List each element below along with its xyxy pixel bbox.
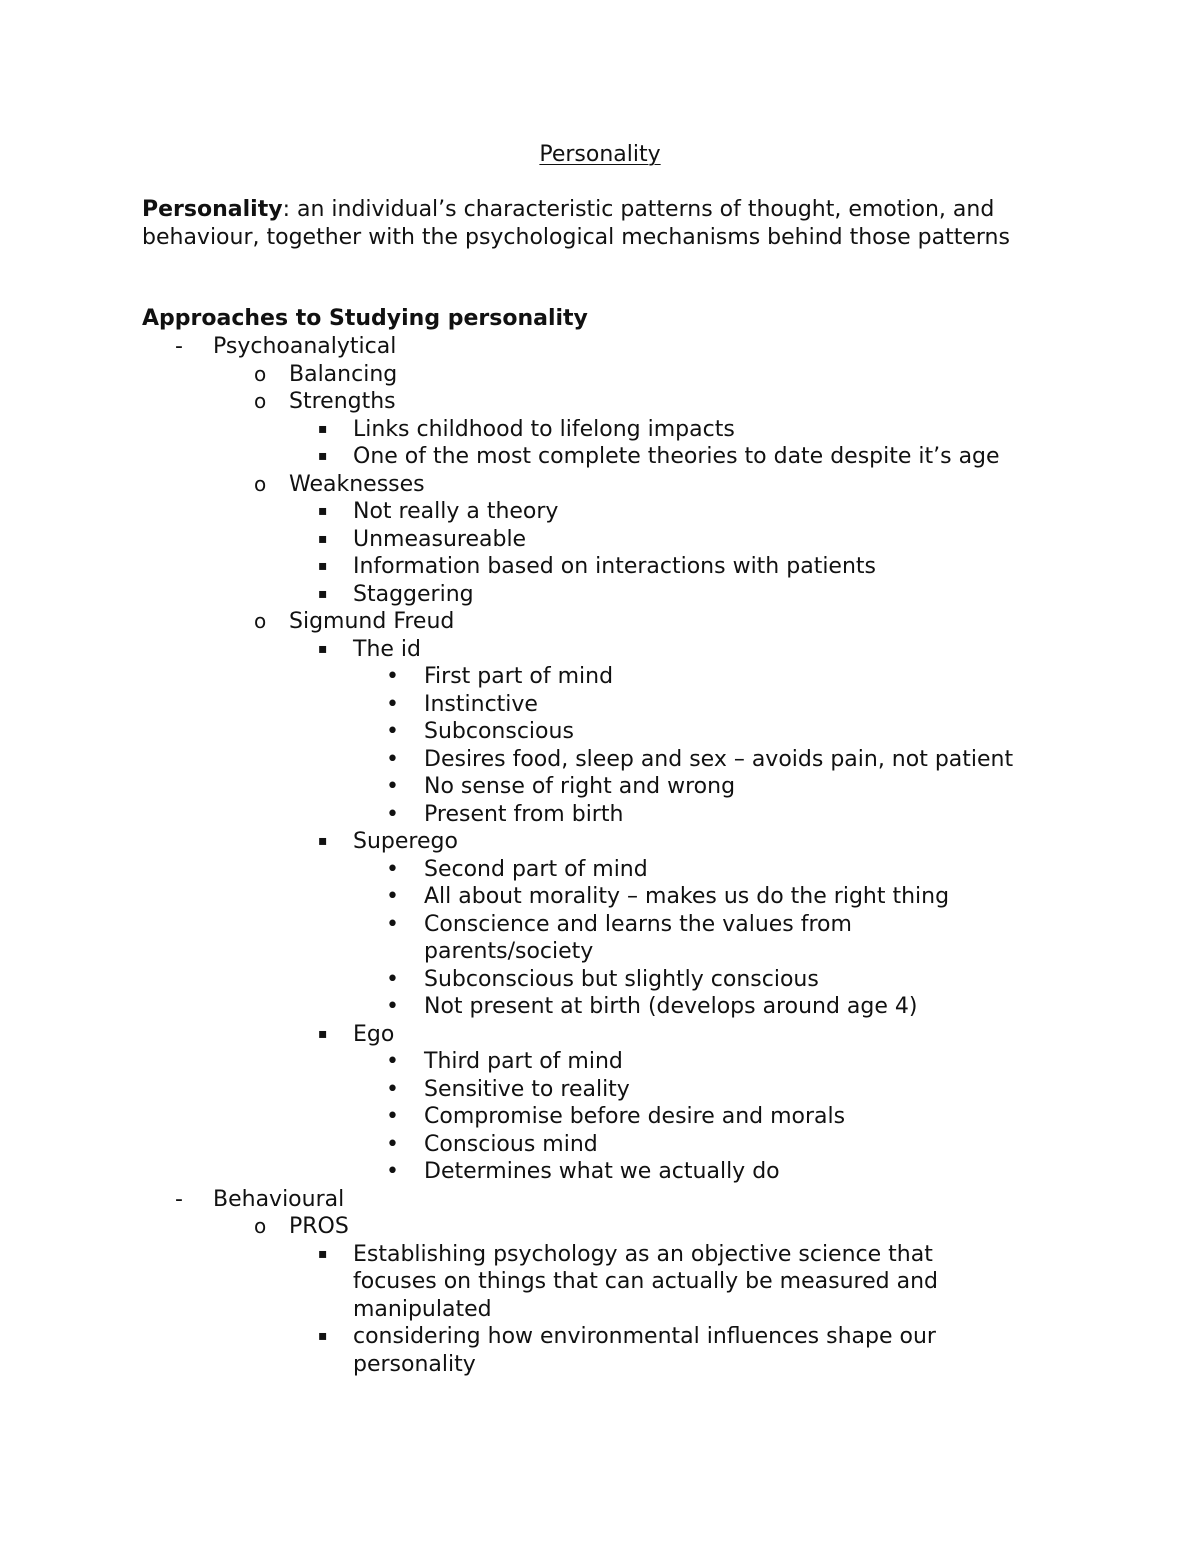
circle-bullet: o [254,1214,267,1238]
definition-paragraph [142,196,1102,251]
outline-item-ego [0,1021,1200,1049]
square-bullet: ▪ [318,640,328,657]
outline-item-the-id [0,636,1200,664]
item-label: Ego [353,1021,395,1047]
list-item [0,773,1200,801]
outline-list [0,333,1200,1378]
square-bullet: ▪ [318,1025,328,1042]
round-bullet: • [386,691,399,717]
list-item [0,993,1200,1021]
round-bullet: • [386,856,399,882]
round-bullet: • [386,1131,399,1157]
list-item [0,911,1200,966]
definition-text: an individual’s characteristic patterns of thought, emotion, and behaviour, together with the psychological mechanisms behind those patterns [142,197,1010,250]
list-item [0,718,1200,746]
item-label: Third part of mind [424,1049,623,1074]
list-item [0,526,1200,554]
round-bullet: • [386,994,399,1019]
item-label: Unmeasureable [353,526,527,552]
square-bullet: ▪ [318,503,328,519]
item-label: Subconscious but slightly conscious [424,966,819,992]
round-bullet: • [386,746,399,772]
circle-bullet: o [254,609,267,633]
outline-item-superego [0,828,1200,856]
item-label: Weaknesses [289,471,425,497]
round-bullet: • [386,1076,399,1102]
outline-item-pros [0,1213,1200,1241]
round-bullet: • [386,884,399,909]
round-bullet: • [386,664,399,689]
list-item [0,416,1200,444]
list-item [0,691,1200,719]
item-label: Present from birth [424,801,624,827]
round-bullet: • [386,1104,399,1129]
square-bullet: ▪ [318,420,328,437]
item-label: The id [353,636,421,662]
round-bullet: • [386,1049,399,1074]
list-item [0,663,1200,691]
list-item [0,1158,1200,1186]
circle-bullet: o [254,471,267,496]
item-label: Conscience and learns the values from parents/society [424,911,852,964]
round-bullet: • [386,774,399,799]
round-bullet: • [386,801,399,827]
list-item [0,856,1200,884]
section-heading: Approaches to Studying personality [142,306,588,331]
square-bullet: ▪ [318,1245,328,1262]
item-label: Sigmund Freud [289,609,455,634]
item-label: Determines what we actually do [424,1159,780,1184]
dash-bullet: - [175,334,183,359]
square-bullet: ▪ [318,1328,328,1344]
square-bullet: ▪ [318,833,328,849]
item-label: considering how environmental influences shape our personality [353,1324,936,1377]
list-item [0,966,1200,994]
dash-bullet: - [175,1186,183,1212]
outline-item-balancing [0,361,1200,389]
square-bullet: ▪ [318,530,328,547]
list-item [0,498,1200,526]
round-bullet: • [386,911,399,937]
page-title: Personality [539,142,661,167]
square-bullet: ▪ [318,558,328,574]
round-bullet: • [386,719,399,744]
definition-separator: : [282,197,290,222]
circle-bullet: o [254,389,267,413]
circle-bullet: o [254,361,267,386]
item-label: Instinctive [424,691,538,717]
item-label: All about morality – makes us do the right thing [424,884,950,909]
square-bullet: ▪ [318,585,328,602]
item-label: Behavioural [213,1186,345,1212]
outline-item-weaknesses [0,471,1200,499]
item-label: Establishing psychology as an objective science that focuses on things that can actually be measured and manipulated [353,1241,938,1322]
item-label: Strengths [289,389,396,414]
item-label: Compromise before desire and morals [424,1104,846,1129]
item-label: Conscious mind [424,1131,598,1157]
item-label: Balancing [289,361,398,387]
list-item [0,1076,1200,1104]
item-label: Second part of mind [424,856,648,882]
item-label: Not present at birth (develops around age 4) [424,994,918,1019]
list-item [0,1103,1200,1131]
list-item [0,1323,1200,1378]
list-item [0,553,1200,581]
item-label: PROS [289,1214,349,1239]
definition-term: Personality [142,197,283,222]
square-bullet: ▪ [318,448,328,464]
item-label: One of the most complete theories to date despite it’s age [353,444,1000,469]
outline-item-strengths [0,388,1200,416]
item-label: Links childhood to lifelong impacts [353,416,735,442]
round-bullet: • [386,1159,399,1184]
item-label: Superego [353,829,458,854]
round-bullet: • [386,966,399,992]
item-label: No sense of right and wrong [424,774,736,799]
item-label: Desires food, sleep and sex – avoids pain, not patient [424,746,1014,772]
item-label: Sensitive to reality [424,1076,630,1102]
list-item [0,746,1200,774]
list-item [0,581,1200,609]
item-label: Subconscious [424,719,574,744]
item-label: First part of mind [424,664,614,689]
item-label: Staggering [353,581,474,607]
outline-item-behavioural [0,1186,1200,1214]
list-item [0,1048,1200,1076]
list-item [0,883,1200,911]
item-label: Not really a theory [353,499,559,524]
list-item [0,801,1200,829]
outline-item-sigmund-freud [0,608,1200,636]
list-item [0,1131,1200,1159]
list-item [0,443,1200,471]
item-label: Information based on interactions with patients [353,554,876,579]
item-label: Psychoanalytical [213,334,397,359]
list-item [0,1241,1200,1324]
outline-item-psychoanalytical [0,333,1200,361]
